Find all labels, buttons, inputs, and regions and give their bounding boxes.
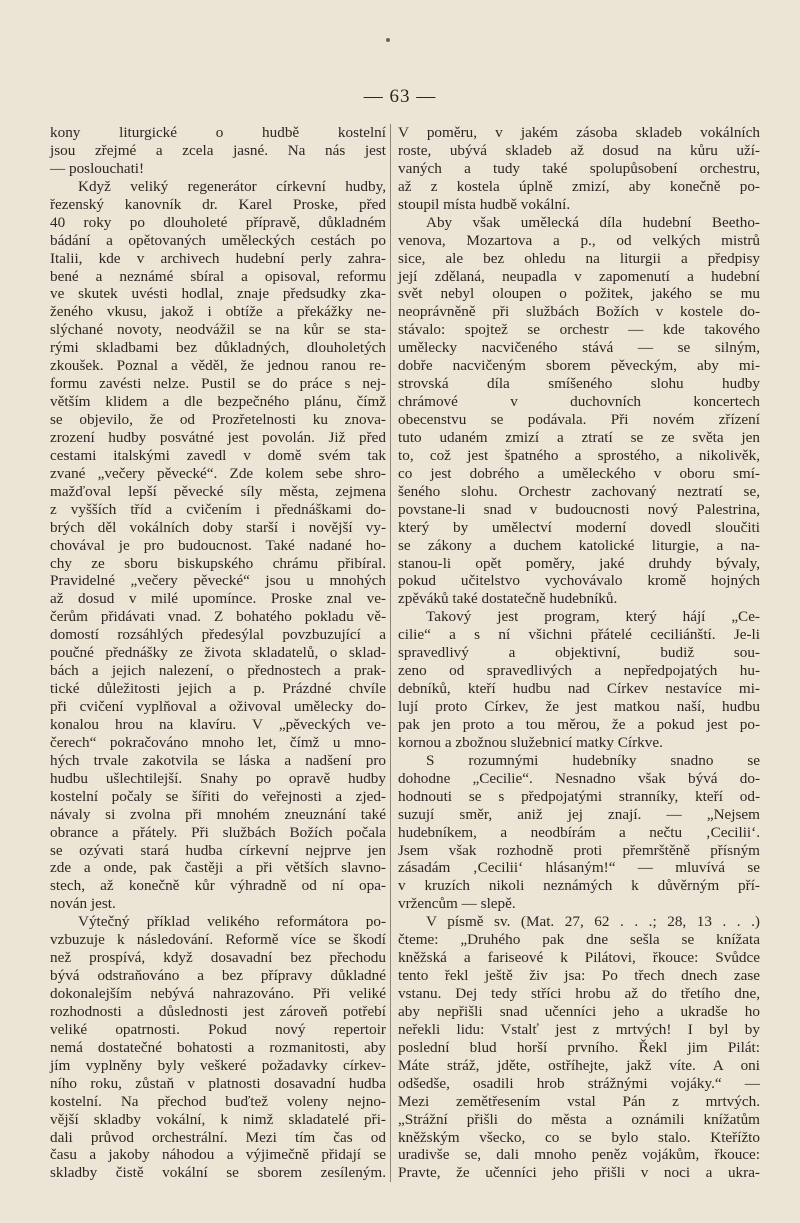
text-line: venova, Mozartova a p., od velkých mistrů <box>398 231 760 249</box>
text-line: ve skutek uvésti hodlal, znaje předsudky zka- <box>50 285 386 303</box>
text-line: její zdělaná, neupadla v zapomenutí a hudební <box>398 267 760 285</box>
text-line: sice, ale bez ohledu na liturgii a předpisy <box>398 249 760 267</box>
text-line: čerech“ pokračováno mnoho let, čímž u mno- <box>50 733 386 751</box>
text-line: kornou a zbožnou služebnicí matky Církve. <box>398 733 663 751</box>
text-line: slýchané novoty, neodvážil se na kůr se sta- <box>50 321 386 339</box>
text-line: dokonalejším nebývá nahrazováno. Při veliké <box>50 985 386 1002</box>
text-line: Aby však umělecká díla hudební Beetho- <box>426 213 760 231</box>
text-line: bývá odstraňováno a bez přípravy důkladné <box>50 967 386 985</box>
text-line: hodnouti se s předpojatými stranníky, kteří od- <box>398 787 760 805</box>
text-line: vržencům — slepě. <box>398 895 516 913</box>
text-line: S rozumnými hudebníky snadno se <box>426 751 760 769</box>
text-line: tuto udaném zmizí a ztratí se ze světa jen <box>398 428 760 446</box>
text-line: jsou zřejmé a zcela jasné. Na nás jest <box>50 141 386 159</box>
text-line: zkoušek. Poznal a věděl, že jednou ranou re- <box>50 357 386 375</box>
text-line: až dosud v milé upomínce. Proske znal ve- <box>50 590 386 608</box>
text-line: — poslouchati! <box>50 159 145 177</box>
text-line: vaných a tudy také spolupůsobení orchestru, <box>398 159 760 177</box>
text-line: ženého vkusu, jakož i obtíže a překážky ne- <box>50 303 386 321</box>
text-line: Mezi zemětřesením vstal Pán z mrtvých. <box>398 1092 760 1110</box>
text-line: rozhodnosti a důslednosti jest zároveň potřebí <box>50 1002 386 1020</box>
text-line: uradivše se, dali mnoho peněz vojákům, řkouce: <box>398 1146 760 1164</box>
text-line: dali průvod orchestrální. Mezi tím čas od <box>50 1128 386 1146</box>
text-line: nemá dostatečné bohatosti a rozmanitosti, aby <box>50 1038 386 1056</box>
text-line: se objevilo, že od Prozřetelnosti ku znova- <box>50 411 386 428</box>
text-line: nován jest. <box>50 895 116 913</box>
text-line: zásadám ‚Cecilii‘ hlásaným!“ — mluvívá se <box>398 859 760 877</box>
text-line: obrance a přátely. Při službách Božích počala <box>50 823 386 841</box>
text-line: stávalo: spojtež se orchestr — kde takového <box>398 321 760 339</box>
text-line: „Strážní přišli do města a oznámili knížatům <box>398 1110 760 1128</box>
text-line: odšedše, osadili hrob strážnými vojáky.“ — <box>398 1074 760 1092</box>
text-line: stech, až konečně kůr výhradně od ní opa- <box>50 877 386 895</box>
text-line: tento řekl ještě živ jsa: Po třech dnech zase <box>398 967 760 985</box>
text-line: skladby čistě vokální se sborem zesíleným. <box>50 1164 386 1182</box>
text-line: ního roku, zůstaň v platnosti dosavadní hudba <box>50 1074 386 1092</box>
text-line: co jest dobrého a uměleckého v oboru smí- <box>398 464 760 482</box>
text-line: chovával je pro budoucnost. Také nadané ho- <box>50 536 386 554</box>
text-line: Jsem však rozhodně proti přemrštěně přísným <box>398 841 760 859</box>
text-line: vstanu. Dej tedy stříci hrobu až do třetího dne, <box>398 985 760 1002</box>
text-line: který by umělectví moderní dovedl sloučiti <box>398 518 760 536</box>
page-number: — 63 — <box>363 86 437 107</box>
text-line: zeno od spravedlivých a nepředpojatých hu- <box>398 662 760 680</box>
text-line: chy ze sboru biskupského chrámu přibíral. <box>50 554 386 572</box>
text-line: řezenský kanovník dr. Karel Proske, před <box>50 195 386 213</box>
text-line: Takový jest program, který hájí „Ce- <box>426 608 760 626</box>
text-line: poslední blud horší prvního. Řekl jim Pilát: <box>398 1038 760 1056</box>
text-line: obecenstvu se podávala. Při novém zřízení <box>398 411 760 428</box>
text-line: poučné přednášky ze života skladatelů, o sklad- <box>50 644 386 662</box>
text-line: dohodne „Cecilie“. Nesnadno však bývá do- <box>398 769 760 787</box>
text-line: lují proto Církev, že jest matkou naší, hudbu <box>398 698 760 715</box>
text-line: zvané „večery pěvecké“. Zde kolem sebe shro- <box>50 464 386 482</box>
text-line: kněžská a fariseové k Pilátovi, řkouce: Svůdce <box>398 949 760 967</box>
text-line: Když veliký regenerátor církevní hudby, <box>78 177 386 195</box>
text-line: debníků, kteří hudbu nad Církev nestavíce mi- <box>398 680 760 698</box>
text-line: rými skladbami bez důkladných, dlouholetých <box>50 339 386 357</box>
text-line: kostelní počaly se šířiti do veřejnosti a zjed- <box>50 787 386 805</box>
text-line: neoprávněně při službách Božích v kostele do- <box>398 303 760 321</box>
text-line: času a jakoby náhodou a výjimečně přidají se <box>50 1146 386 1164</box>
left-column <box>50 124 386 1182</box>
text-line: neřekli lidu: Vstalť jest z mrtvých! I byl by <box>398 1020 760 1038</box>
text-line: tické důležitosti jejich a p. Prázdné chvíle <box>50 680 386 698</box>
right-column <box>398 124 760 1182</box>
text-line: V poměru, v jakém zásoba skladeb vokálních <box>398 124 760 141</box>
text-line: spravedlivý a objektivní, budiž sou- <box>398 644 760 662</box>
text-line: 40 roky po dlouholeté přípravě, důkladném <box>50 213 386 231</box>
text-line: bách a jejich nalezení, o přednostech a prak- <box>50 662 386 680</box>
text-line: Pravidelné „večery pěvecké“ jsou u mnohých <box>50 572 386 590</box>
text-line: bené a neznámé sbíral a opisoval, reformu <box>50 267 386 285</box>
text-line: zde a onde, pak častěji a při větších slavno- <box>50 859 386 877</box>
text-line: domostí rozsáhlých předesýlal povzbuzující a <box>50 626 386 644</box>
text-line: povstane-li snad v budoucnosti nový Palestrina, <box>398 500 760 518</box>
text-line: se ozývati stará hudba církevní nejprve jen <box>50 841 386 859</box>
text-line: Výtečný příklad velikého reformátora po- <box>78 913 386 931</box>
text-line: formu zavésti nelze. Pustil se do práce s nej- <box>50 375 386 393</box>
text-line: Italii, kde v archivech hudební perly zahra- <box>50 249 386 267</box>
text-line: vější skladby vokální, k nimž skladatelé při- <box>50 1110 386 1128</box>
text-line: než prospívá, když dosavadní bez přechodu <box>50 949 386 967</box>
text-line: jím vyplněny byly veškeré požadavky církev- <box>50 1056 386 1074</box>
text-line: cestami italskými zavedl v domě svém tak <box>50 446 386 464</box>
text-line: se zákony a duchem katolické liturgie, a na- <box>398 536 760 554</box>
text-line: chrámové v duchovních koncertech <box>398 393 760 411</box>
text-line: kněžským všecko, co se bylo stalo. Kteřížto <box>398 1128 760 1146</box>
print-speck <box>386 38 390 42</box>
text-line: čerům přidávati vnad. Z bohatého pokladu vě- <box>50 608 386 626</box>
text-line: aby nepřišli snad učenníci jeho a ukradše ho <box>398 1002 760 1020</box>
text-line: Máte stráž, jděte, ostříhejte, jakž víte. A oni <box>398 1056 760 1074</box>
text-line: V písmě sv. (Mat. 27, 62 . . .; 28, 13 . . .) <box>426 913 760 931</box>
text-line: hudebníkem, a neodbírám a nečtu ‚Cecilii‘. <box>398 823 760 841</box>
text-line: veliké opatrnosti. Pokud nový repertoir <box>50 1020 386 1038</box>
text-line: čteme: „Druhého pak dne sešla se knížata <box>398 931 760 949</box>
text-line: Pravte, že učenníci jeho přišli v noci a ukra- <box>398 1164 760 1182</box>
text-line: stanou-li opět poměry, jaké druhdy bývaly, <box>398 554 760 572</box>
column-divider <box>390 124 391 1182</box>
text-line: svět nebyl oloupen o požitek, jakého se mu <box>398 285 760 303</box>
text-line: cilie“ a s ní všichni přátelé ceciliánští. Je-li <box>398 626 760 644</box>
text-line: pokud učitelstvo vychovávalo kromě hojných <box>398 572 760 590</box>
text-line: zpěváků také dostatečně hudebníků. <box>398 590 618 608</box>
text-line: kony liturgické o hudbě kostelní <box>50 124 386 141</box>
text-line: brých děl vokálních doby starší i novější vy- <box>50 518 386 536</box>
text-line: návaly si zvolna při mnohém zneuznání také <box>50 805 386 823</box>
text-line: hých trvale zakotvila se láska a nadšení pro <box>50 751 386 769</box>
text-line: stoupil místa hudbě vokální. <box>398 195 571 213</box>
text-line: z vyšších tříd a cvičením i přednáškami do- <box>50 500 386 518</box>
text-line: bádání a opětovaných uměleckých cestách po <box>50 231 386 249</box>
text-line: při cvičení vyplňoval a oživoval umělecky do- <box>50 698 386 715</box>
text-line: kostelní. Na přechod buďtež voleny nejno- <box>50 1092 386 1110</box>
text-line: až z kostela úplně zmizí, aby konečně po- <box>398 177 760 195</box>
text-line: větším klidem a dle bezpečného plánu, čímž <box>50 393 386 411</box>
text-line: konalou hrou na klavíru. V „pěveckých ve- <box>50 715 386 733</box>
text-line: vzbuzuje k následování. Reformě více se škodí <box>50 931 386 949</box>
text-line: mažďoval lepší pěvecké síly města, zejmena <box>50 482 386 500</box>
text-line: hudbu ušlechtilejší. Snahy po opravě hudby <box>50 769 386 787</box>
text-line: roste, ubývá skladeb až dosud na kůru uží- <box>398 141 760 159</box>
text-line: dobře nacvičeným sborem pěveckým, aby mi- <box>398 357 760 375</box>
text-line: zrození hudby posvátné jest povolán. Již před <box>50 428 386 446</box>
text-line: pak jen proto a tou měrou, že a pokud jest po- <box>398 715 760 733</box>
text-line: to, což jest špatného a sprostého, a nikolivěk, <box>398 446 760 464</box>
text-line: suzují směr, aniž jej znají. — „Nejsem <box>398 805 760 823</box>
text-line: umělecky nacvičeného stává — se silným, <box>398 339 760 357</box>
text-line: šeného slohu. Orchestr zachovaný neztratí se, <box>398 482 760 500</box>
text-line: v kruzích nikoli neznámých k důvěrným pří- <box>398 877 760 895</box>
text-line: strovská díla smíšeného slohu hudby <box>398 375 760 393</box>
